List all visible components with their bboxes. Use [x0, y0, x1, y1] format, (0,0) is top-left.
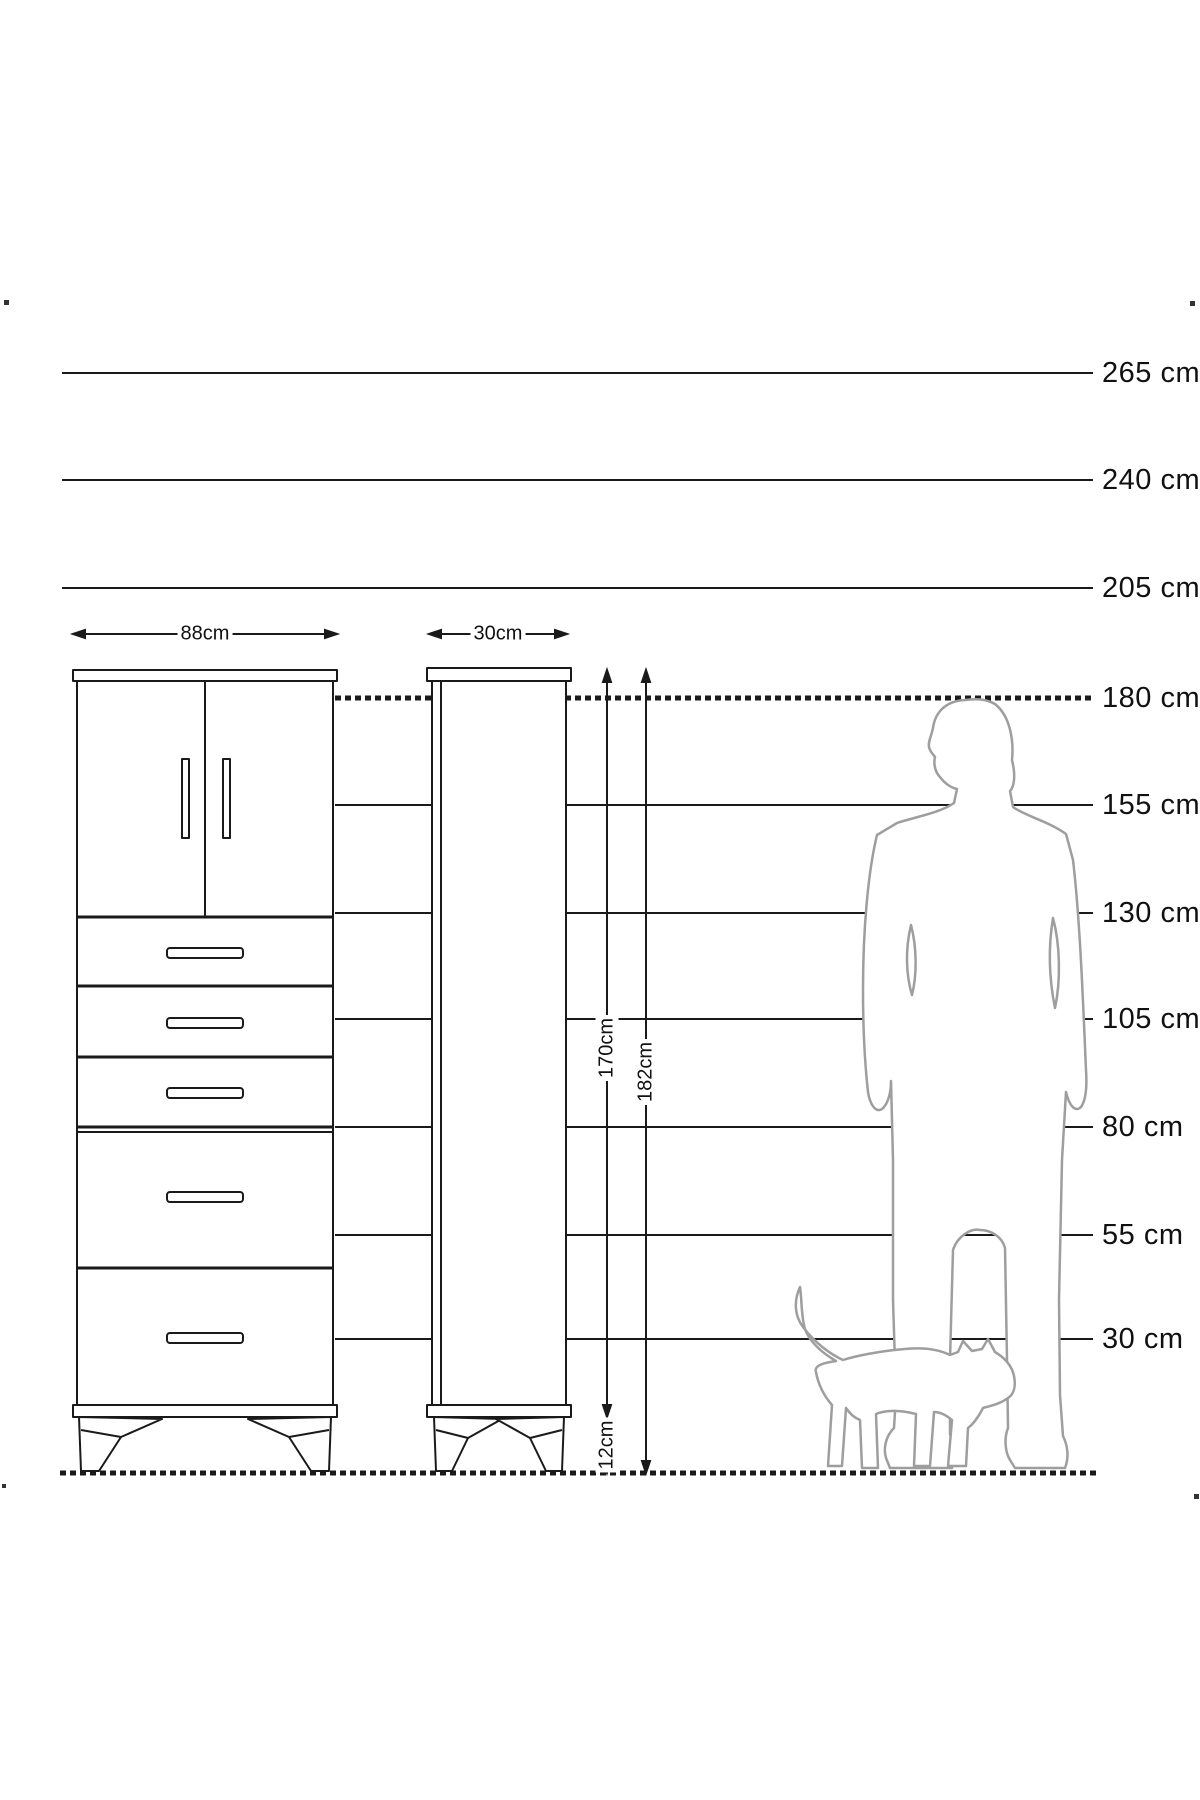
cabinet1-drawer-handle-5 [167, 1333, 243, 1343]
man-left-hand-gap [907, 925, 916, 995]
cabinet1-door-handle-left [182, 759, 189, 838]
dim-30cm-arrow-left [429, 630, 441, 638]
scale-label-105cm: 105 cm [1102, 1003, 1200, 1035]
dim-88cm-arrow-right [325, 630, 337, 638]
dim-182cm-arrow-top [642, 670, 650, 682]
cabinet1-drawer-handle-4 [167, 1192, 243, 1202]
scan-artifact-dot [4, 300, 9, 305]
cabinet1-drawer-handle-2 [167, 1018, 243, 1028]
scale-label-205cm: 205 cm [1102, 572, 1200, 604]
cabinet1-drawer-handle-3 [167, 1088, 243, 1098]
dim-label-legs-height: 12cm [596, 1418, 619, 1473]
scale-label-80cm: 80 cm [1102, 1111, 1184, 1143]
dim-label-carcass-height: 170cm [596, 1015, 619, 1081]
cabinet2-bottom-board [427, 1405, 571, 1417]
cabinet2-body [432, 681, 566, 1405]
cabinet2-top-board [427, 668, 571, 681]
cabinet2-leg-left [434, 1417, 502, 1471]
scale-label-155cm: 155 cm [1102, 789, 1200, 821]
cabinet-side-view [427, 668, 571, 1471]
cabinet1-leg-right [248, 1417, 331, 1471]
cabinet1-door-handle-right [223, 759, 230, 838]
scale-label-180cm: 180 cm [1102, 682, 1200, 714]
scale-label-265cm: 265 cm [1102, 357, 1200, 389]
scale-label-55cm: 55 cm [1102, 1219, 1184, 1251]
dim-30cm-arrow-right [555, 630, 567, 638]
dim-label-side-depth: 30cm [471, 623, 526, 646]
dim-88cm-arrow-left [73, 630, 85, 638]
cabinet1-bottom-board [73, 1405, 337, 1417]
scale-label-30cm: 30 cm [1102, 1323, 1184, 1355]
cabinet2-leg-right [496, 1417, 564, 1471]
cabinet-front-view [73, 670, 337, 1471]
scale-label-240cm: 240 cm [1102, 464, 1200, 496]
scan-artifact-dot [1194, 1494, 1199, 1499]
scan-artifact-dot [2, 1484, 6, 1488]
scale-label-130cm: 130 cm [1102, 897, 1200, 929]
scan-artifact-dot [1190, 301, 1195, 306]
dim-label-front-width: 88cm [178, 623, 233, 646]
dim-170cm-arrow-bottom [603, 1405, 611, 1417]
dim-170cm-arrow-top [603, 670, 611, 682]
cabinet1-leg-left [79, 1417, 162, 1471]
cabinet1-top-board [73, 670, 337, 681]
cabinet1-drawer-handle-1 [167, 948, 243, 958]
dim-label-total-height: 182cm [635, 1039, 658, 1105]
